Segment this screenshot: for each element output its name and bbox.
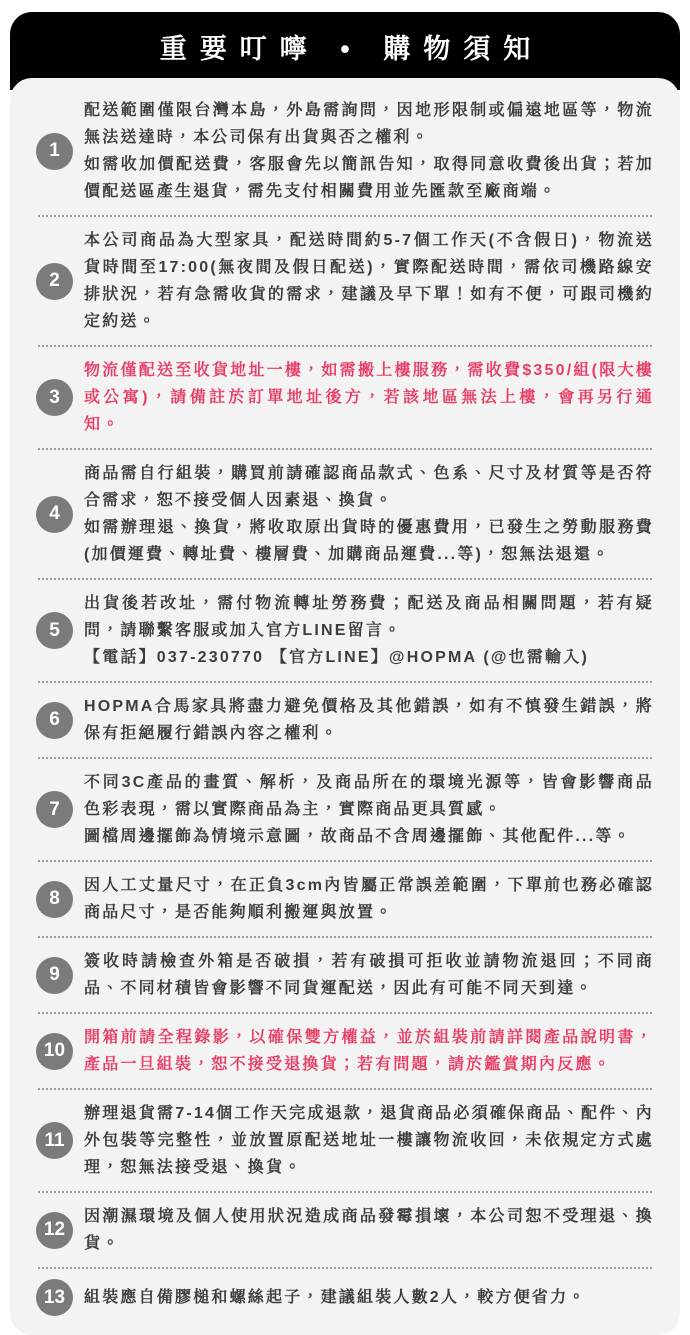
item-number-badge: 11 xyxy=(36,1122,73,1159)
dotted-separator xyxy=(38,578,652,580)
item-number-badge: 9 xyxy=(36,957,73,994)
notice-item xyxy=(36,356,654,439)
notice-paragraph: 開箱前請全程錄影，以確保雙方權益，並於組裝前請詳閱產品說明書，產品一旦組裝，恕不接受退換貨；若有問題，請於鑑賞期內反應。 xyxy=(84,1029,654,1073)
item-text xyxy=(84,948,654,1002)
notice-paragraph: 【電話】037-230770 【官方LINE】@HOPMA (@也需輸入) xyxy=(84,649,589,666)
notice-paragraph: 配送範圍僅限台灣本島，外島需詢問，因地形限制或偏遠地區等，物流無法送達時，本公司保有出貨與否之權利。 xyxy=(84,102,654,146)
notice-item xyxy=(36,871,654,927)
item-number-badge: 12 xyxy=(36,1212,73,1249)
dotted-separator xyxy=(38,757,652,759)
dotted-separator xyxy=(38,681,652,683)
notice-paragraph: 不同3C產品的畫質、解析，及商品所在的環境光源等，皆會影響商品色彩表現，需以實際商品為主，實際商品更具質感。 xyxy=(84,774,654,818)
item-text xyxy=(84,1203,654,1257)
item-number-badge: 6 xyxy=(36,702,73,739)
notice-item xyxy=(36,1278,654,1317)
notice-paragraph: 出貨後若改址，需付物流轉址勞務費；配送及商品相關問題，若有疑問，請聯繫客服或加入官方LINE留言。 xyxy=(84,595,654,639)
item-text xyxy=(84,357,654,438)
notice-paragraph: 辦理退貨需7-14個工作天完成退款，退貨商品必須確保商品、配件、內外包裝等完整性，並放置原配送地址一樓讓物流收回，未依規定方式處理，恕無法接受退、換貨。 xyxy=(84,1105,654,1176)
notice-paragraph: 物流僅配送至收貨地址一樓，如需搬上樓服務，需收費$350/組(限大樓或公寓)，請備註於訂單地址後方，若該地區無法上樓，會再另行通知。 xyxy=(84,362,654,433)
dotted-separator xyxy=(38,936,652,938)
item-text xyxy=(84,769,654,850)
item-number-badge: 5 xyxy=(36,612,73,649)
notice-item xyxy=(36,589,654,672)
notice-paragraph: 圖檔周邊擺飾為情境示意圖，故商品不含周邊擺飾、其他配件...等。 xyxy=(84,828,632,845)
notice-paragraph: 如需收加價配送費，客服會先以簡訊告知，取得同意收費後出貨；若加價配送區產生退貨，需先支付相關費用並先匯款至廠商端。 xyxy=(84,156,654,200)
page-title: 重要叮嚀 • 購物須知 xyxy=(159,33,544,64)
notice-paragraph: 組裝應自備膠槌和螺絲起子，建議組裝人數2人，較方便省力。 xyxy=(84,1289,587,1306)
notice-card xyxy=(10,78,680,1335)
notice-item xyxy=(36,1099,654,1182)
dotted-separator xyxy=(38,860,652,862)
item-text xyxy=(84,97,654,205)
dotted-separator xyxy=(38,1267,652,1269)
notice-item xyxy=(36,1023,654,1079)
item-number-badge: 2 xyxy=(36,263,73,300)
notice-paragraph: 因潮濕環境及個人使用狀況造成商品發霉損壞，本公司恕不受理退、換貨。 xyxy=(84,1208,654,1252)
notice-paragraph: 如需辦理退、換貨，將收取原出貨時的優惠費用，已發生之勞動服務費(加價運費、轉址費、樓層費、加購商品運費...等)，恕無法退還。 xyxy=(84,519,654,563)
notice-item xyxy=(36,1202,654,1258)
item-text xyxy=(84,872,654,926)
dotted-separator xyxy=(38,345,652,347)
notice-item xyxy=(36,226,654,336)
dotted-separator xyxy=(38,215,652,217)
notice-paragraph: HOPMA合馬家具將盡力避免價格及其他錯誤，如有不慎發生錯誤，將保有拒絕履行錯誤內容之權利。 xyxy=(84,698,654,742)
item-number-badge: 8 xyxy=(36,881,73,918)
notice-paragraph: 商品需自行組裝，購買前請確認商品款式、色系、尺寸及材質等是否符合需求，恕不接受個人因素退、換貨。 xyxy=(84,465,654,509)
item-number-badge: 7 xyxy=(36,791,73,828)
item-number-badge: 1 xyxy=(36,133,73,170)
notice-item xyxy=(36,768,654,851)
item-number-badge: 4 xyxy=(36,496,73,533)
notice-item xyxy=(36,96,654,206)
item-text xyxy=(84,227,654,335)
item-number-badge: 13 xyxy=(36,1279,73,1316)
item-text xyxy=(84,693,654,747)
notice-item xyxy=(36,692,654,748)
item-text xyxy=(84,1024,654,1078)
dotted-separator xyxy=(38,1088,652,1090)
notice-paragraph: 簽收時請檢查外箱是否破損，若有破損可拒收並請物流退回；不同商品、不同材積皆會影響不同貨運配送，因此有可能不同天到達。 xyxy=(84,953,654,997)
item-text xyxy=(84,460,654,568)
dotted-separator xyxy=(38,1012,652,1014)
page-frame xyxy=(10,12,680,1335)
item-text xyxy=(84,1100,654,1181)
item-text xyxy=(84,590,654,671)
notice-item xyxy=(36,947,654,1003)
dotted-separator xyxy=(38,1191,652,1193)
item-number-badge: 3 xyxy=(36,379,73,416)
item-text xyxy=(84,1284,654,1311)
notice-item xyxy=(36,459,654,569)
notice-paragraph: 因人工丈量尺寸，在正負3cm內皆屬正常誤差範圍，下單前也務必確認商品尺寸，是否能夠順利搬運與放置。 xyxy=(84,877,654,921)
notice-list xyxy=(36,96,654,1317)
notice-paragraph: 本公司商品為大型家具，配送時間約5-7個工作天(不含假日)，物流送貨時間至17:00(無夜間及假日配送)，實際配送時間，需依司機路線安排狀況，若有急需收貨的需求，建議及早下單！如有不便，可跟司機約定約送。 xyxy=(84,232,654,330)
dotted-separator xyxy=(38,448,652,450)
item-number-badge: 10 xyxy=(36,1033,73,1070)
